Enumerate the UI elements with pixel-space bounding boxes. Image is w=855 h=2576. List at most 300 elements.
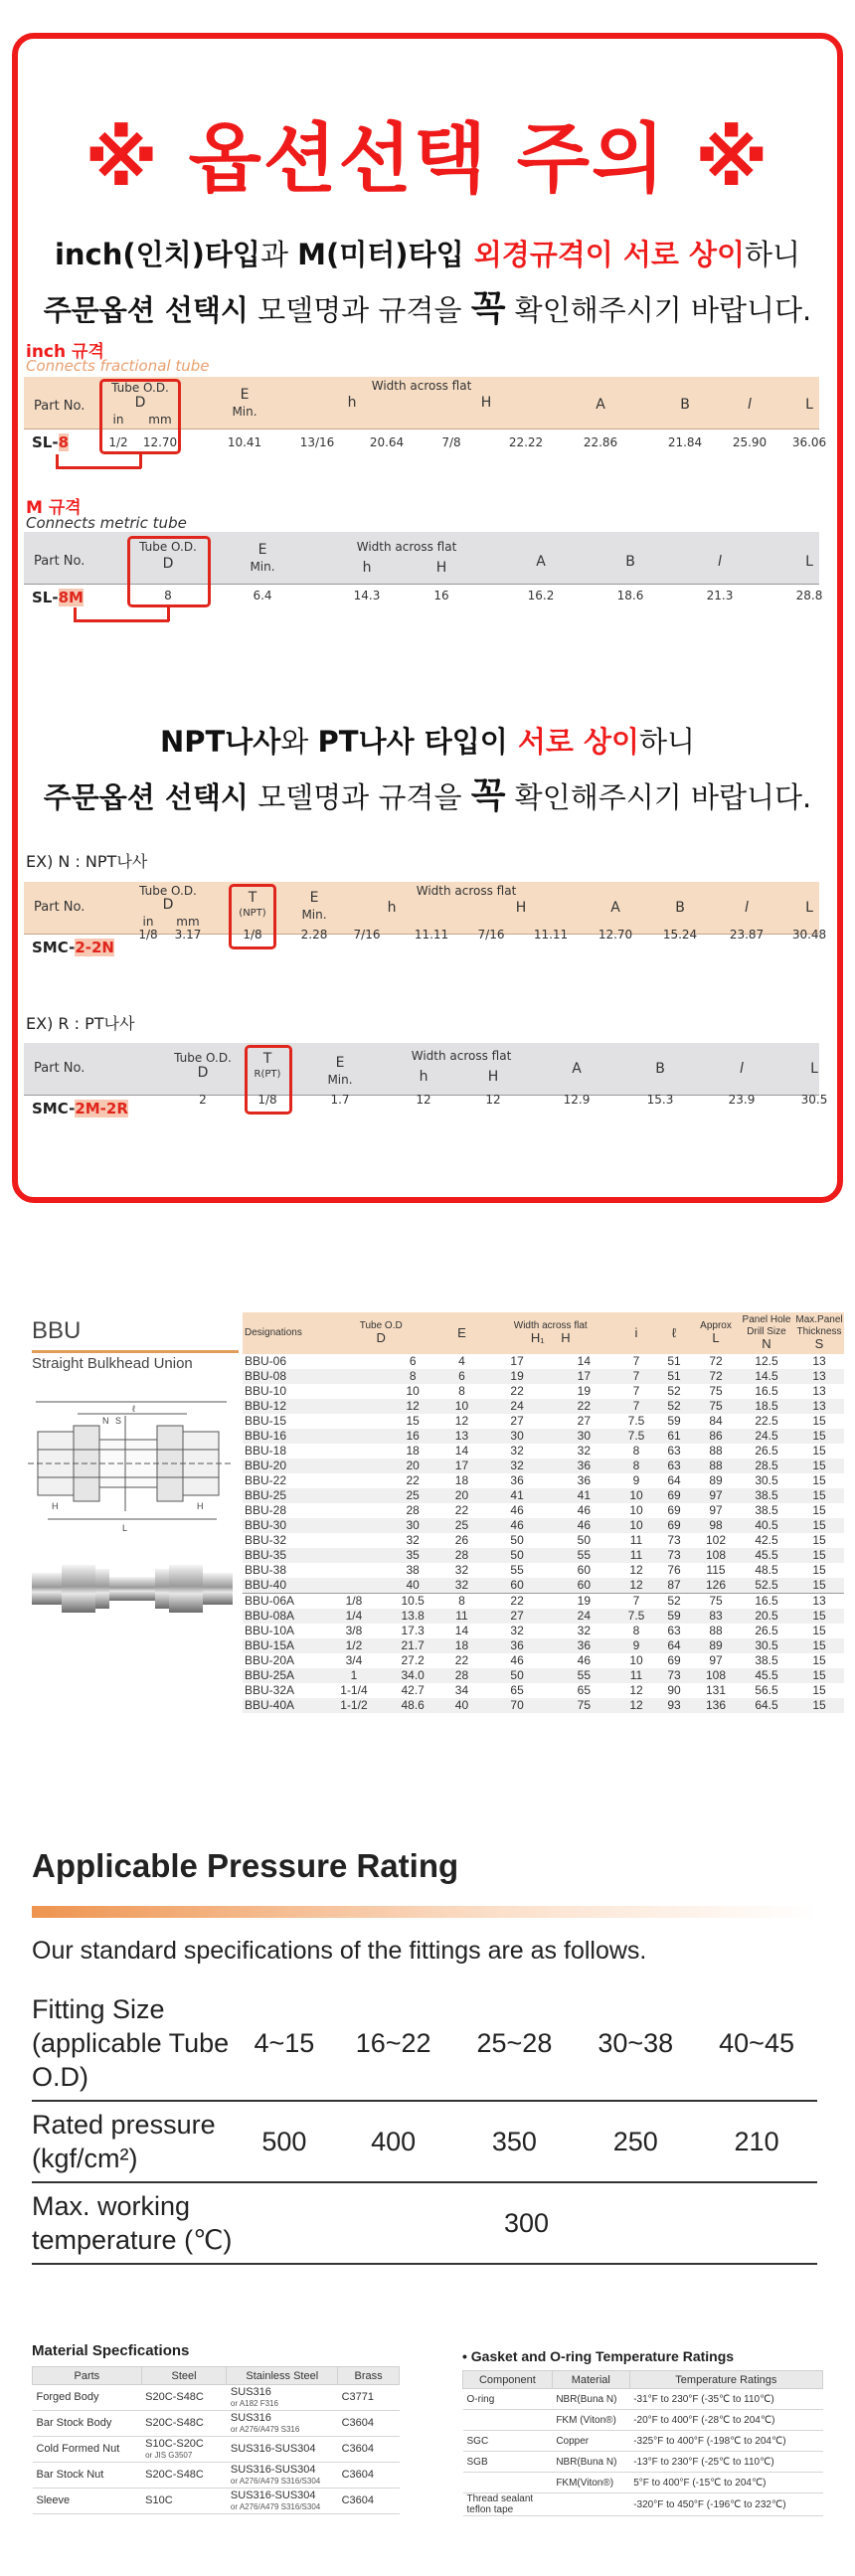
m-od-highlight: [127, 536, 211, 607]
table-cell: 26.5: [755, 1624, 778, 1637]
table-cell: [322, 1563, 386, 1578]
table-cell: BBU-20: [243, 1459, 322, 1473]
table-cell: 15: [812, 1414, 826, 1428]
table-cell: 61: [655, 1429, 693, 1444]
table-cell: BBU-16: [243, 1429, 322, 1444]
table-cell: BBU-35: [243, 1548, 322, 1563]
table-cell: 27: [577, 1414, 592, 1428]
table-cell: 6: [409, 1354, 417, 1368]
table-cell: 7.5: [627, 1414, 645, 1428]
table-cell: [322, 1354, 386, 1369]
table-cell: 12: [386, 1399, 440, 1414]
table-cell: 70: [483, 1698, 550, 1713]
table-row: [243, 1653, 844, 1668]
table-cell: 55: [551, 1548, 617, 1563]
table-cell: BBU-18: [245, 1444, 287, 1458]
table-cell: 30: [483, 1429, 550, 1444]
table-cell: 34.0: [386, 1668, 440, 1683]
table-cell: 20.5: [739, 1609, 794, 1624]
table-cell: [322, 1444, 386, 1459]
table-row: [243, 1399, 844, 1414]
table-cell: FKM(Viton®): [552, 2473, 629, 2493]
table-cell: 15: [794, 1459, 844, 1473]
table-cell: 14.5: [739, 1369, 794, 1384]
table-row: [243, 1683, 844, 1698]
table-cell: Cold Formed Nut: [33, 2437, 142, 2463]
table-cell: 97: [709, 1503, 723, 1517]
table-cell: 75: [693, 1594, 739, 1610]
table-cell: SGB: [463, 2452, 553, 2473]
table-cell: BBU-38: [245, 1563, 287, 1577]
npt-label: EX) N : NPT나사: [26, 852, 148, 871]
table-cell: 59: [655, 1609, 693, 1624]
table-cell: 14: [577, 1354, 592, 1368]
table-cell: 89: [693, 1638, 739, 1653]
table-cell: O-ring: [463, 2389, 553, 2410]
table-cell: 26: [454, 1533, 469, 1547]
table-cell: Bar Stock Body: [33, 2411, 142, 2437]
table-cell: -325°F to 400°F (-198℃ to 204℃): [629, 2431, 822, 2452]
table-cell: [552, 2493, 629, 2516]
table-cell: 25: [386, 1488, 440, 1503]
table-cell: 7: [632, 1354, 640, 1368]
table-cell: 1-1/4: [340, 1683, 368, 1697]
table-cell: BBU-08: [243, 1369, 322, 1384]
warning-line-1: inch(인치)타입과 M(미터)타입 외경규격이 서로 상이하니: [54, 238, 801, 271]
bbu-dimension-table: [243, 1312, 844, 1713]
table-cell: 7: [617, 1594, 655, 1610]
table-cell: 69: [667, 1503, 681, 1517]
table-cell: 30: [386, 1518, 440, 1533]
table-cell: 50: [483, 1548, 550, 1563]
table-cell: [322, 1578, 386, 1594]
table-cell: 1: [322, 1668, 386, 1683]
table-cell: 10: [629, 1653, 643, 1667]
table-cell: 36: [483, 1638, 550, 1653]
table-row: [243, 1429, 844, 1444]
table-cell: 7.5: [617, 1609, 655, 1624]
table-cell: [322, 1548, 386, 1563]
table-cell: Copper: [552, 2431, 629, 2452]
npt-part-number: SMC-2-2N: [32, 939, 114, 956]
table-cell: 52.5: [739, 1578, 794, 1594]
table-cell: 17.3: [401, 1624, 425, 1637]
pt-spec-table: Part No. Tube O.D. D T R(PT) E Min. Width across flat h H A B l L SMC-2M-2R 2 1/8 1.7 12 12 12.9 15.3 23.9 30.5: [24, 1043, 819, 1124]
table-cell: 28: [439, 1668, 483, 1683]
table-cell: 40: [386, 1578, 440, 1594]
table-cell: 11: [617, 1668, 655, 1683]
table-cell: S10C: [141, 2489, 227, 2514]
table-cell: 13: [794, 1399, 844, 1414]
table-cell: 89: [709, 1473, 723, 1487]
table-row: [33, 2437, 400, 2463]
table-cell: [463, 2473, 553, 2493]
table-row: [243, 1503, 844, 1518]
table-cell: 12.5: [755, 1354, 778, 1368]
table-cell: 16.5: [739, 1594, 794, 1610]
table-cell: 51: [655, 1369, 693, 1384]
table-cell: S20C-S48C: [141, 2463, 227, 2489]
table-cell: 11: [439, 1609, 483, 1624]
table-row: [243, 1369, 844, 1384]
table-cell: 15: [794, 1638, 844, 1653]
pressure-table: [32, 1986, 817, 2265]
table-row: [243, 1414, 844, 1429]
table-row: [33, 2385, 400, 2411]
table-cell: 108: [693, 1548, 739, 1563]
table-cell: 8: [632, 1624, 640, 1637]
table-row: [463, 2493, 823, 2516]
th-e: E: [439, 1312, 483, 1354]
table-cell: 15: [812, 1533, 826, 1547]
table-cell: 64: [667, 1473, 681, 1487]
table-cell: 65: [510, 1683, 524, 1697]
table-row: [33, 2489, 400, 2514]
table-cell: 3/4: [345, 1653, 363, 1667]
table-cell: 40: [439, 1698, 483, 1713]
table-cell: NBR(Buna N): [552, 2452, 629, 2473]
table-cell: 73: [655, 1668, 693, 1683]
table-row: [243, 1473, 844, 1488]
table-cell: FKM (Viton®): [552, 2410, 629, 2431]
table-cell: 28.5: [739, 1459, 794, 1473]
table-cell: 19: [551, 1594, 617, 1610]
table-cell: 13.8: [386, 1609, 440, 1624]
table-cell: C3604: [338, 2489, 400, 2514]
table-cell: BBU-06: [245, 1354, 287, 1368]
table-cell: 73: [655, 1548, 693, 1563]
table-cell: 48.5: [755, 1563, 778, 1577]
bbu-title: BBU: [32, 1317, 82, 1344]
table-cell: S20C-S48C: [141, 2411, 227, 2437]
table-cell: -20°F to 400°F (-28℃ to 204℃): [629, 2410, 822, 2431]
table-cell: 38.5: [755, 1653, 778, 1667]
table-cell: 46: [577, 1503, 592, 1517]
warning-line-3: NPT나사와 PT나사 타입이 서로 상이하니: [159, 725, 696, 759]
table-cell: 18: [406, 1444, 420, 1458]
table-cell: 15: [812, 1503, 826, 1517]
pt-label: EX) R : PT나사: [26, 1014, 135, 1033]
inch-part-number: SL-8: [32, 433, 70, 451]
table-cell: BBU-15: [245, 1414, 287, 1428]
table-cell: Thread sealant teflon tape: [463, 2493, 553, 2516]
table-cell: 5°F to 400°F (-15℃ to 204℃): [629, 2473, 822, 2493]
table-cell: [322, 1384, 386, 1399]
table-cell: 13: [812, 1384, 826, 1398]
table-row: [33, 2411, 400, 2437]
table-cell: 15: [812, 1473, 826, 1487]
table-cell: 13: [812, 1354, 826, 1368]
table-row: [243, 1594, 844, 1610]
table-cell: 8: [458, 1384, 465, 1398]
pressure-row-temp: Max. working temperature (℃) 300: [32, 2182, 817, 2264]
table-cell: 15: [794, 1668, 844, 1683]
table-cell: NBR(Buna N): [552, 2389, 629, 2410]
table-cell: 7: [617, 1399, 655, 1414]
table-cell: 40.5: [739, 1518, 794, 1533]
table-cell: 30: [551, 1429, 617, 1444]
table-cell: 32: [510, 1444, 524, 1458]
table-cell: 15: [794, 1578, 844, 1594]
table-cell: [322, 1459, 386, 1473]
table-cell: BBU-32A: [245, 1683, 295, 1697]
table-cell: 8: [439, 1594, 483, 1610]
table-row: [243, 1548, 844, 1563]
table-cell: [322, 1473, 386, 1488]
table-cell: 15: [812, 1563, 826, 1577]
table-cell: 131: [705, 1683, 727, 1697]
bbu-table-header: [243, 1312, 844, 1354]
table-cell: 16: [386, 1429, 440, 1444]
table-cell: 27: [510, 1414, 524, 1428]
table-cell: 63: [667, 1624, 681, 1637]
table-cell: 36: [551, 1459, 617, 1473]
table-cell: 75: [709, 1384, 723, 1398]
table-cell: 36: [551, 1638, 617, 1653]
warning-title: ※ 옵션선택 주의 ※: [85, 114, 770, 203]
table-cell: 97: [709, 1653, 723, 1667]
table-cell: 18: [454, 1473, 469, 1487]
table-row: [33, 2463, 400, 2489]
gasket-title: • Gasket and O-ring Temperature Ratings: [462, 2348, 735, 2364]
table-cell: 1-1/2: [322, 1698, 386, 1713]
table-cell: Sleeve: [33, 2489, 142, 2514]
table-cell: BBU-40: [243, 1578, 322, 1594]
table-cell: 50: [577, 1533, 592, 1547]
inch-od-highlight: [99, 379, 181, 454]
table-cell: 73: [667, 1533, 681, 1547]
table-cell: -31°F to 230°F (-35℃ to 110℃): [629, 2389, 822, 2410]
m-label: M 규격: [26, 498, 82, 518]
th-approx: Approx L: [693, 1312, 739, 1354]
npt-spec-table: Part No. Tube O.D. D in mm T (NPT) E Min. Width across flat h H A B l L SMC-2-2N 1/8 3.17 1/8 2.28 7/16 11.11 7/16 11.11 12.70 15.24 23.87 30.48: [24, 882, 819, 963]
table-cell: 86: [693, 1429, 739, 1444]
table-cell: 12: [617, 1578, 655, 1594]
table-row: [463, 2473, 823, 2493]
table-cell: 17: [551, 1369, 617, 1384]
table-cell: 22: [551, 1399, 617, 1414]
pressure-divider: [32, 1906, 817, 1918]
table-cell: 38.5: [739, 1488, 794, 1503]
table-cell: 46: [577, 1653, 592, 1667]
pt-thread-highlight: [245, 1045, 292, 1115]
pressure-row-rated: Rated pressure (kgf/cm²) 500 400 350 250 210: [32, 2101, 817, 2182]
drawing-label-n: N: [102, 1416, 109, 1426]
table-cell: 10: [617, 1518, 655, 1533]
table-cell: 36: [577, 1473, 592, 1487]
table-cell: 15: [812, 1683, 826, 1697]
table-cell: 55: [510, 1563, 524, 1577]
table-cell: 12: [454, 1414, 469, 1428]
bbu-underline: [32, 1350, 239, 1353]
table-cell: 50: [510, 1533, 524, 1547]
table-cell: 93: [655, 1698, 693, 1713]
table-row: [243, 1533, 844, 1548]
table-cell: 35: [386, 1548, 440, 1563]
inch-label: inch 규격: [26, 342, 104, 362]
table-row: [243, 1609, 844, 1624]
table-cell: BBU-15A: [243, 1638, 322, 1653]
table-cell: SUS316-SUS304 or A276/A479 S316/S304: [227, 2489, 338, 2514]
table-cell: 15: [794, 1429, 844, 1444]
table-cell: 88: [709, 1444, 723, 1458]
table-cell: 46: [551, 1518, 617, 1533]
table-cell: BBU-28: [245, 1503, 287, 1517]
table-cell: 36: [510, 1473, 524, 1487]
table-cell: 32: [577, 1624, 592, 1637]
table-cell: 69: [655, 1488, 693, 1503]
gasket-table: Component Material Temperature Ratings O-ring NBR(Buna N) -31°F to 230°F (-35℃ to 110℃) FKM (Viton®) -20°F to 400°F (-28℃ to 204℃) SGC Copper -325°F to 400°F (-198℃ to 204℃) SGB NBR(Buna N) -13°F to 230°F (-25℃ to 110℃) FKM(Viton®) 5°F to 400°F (-15℃ to 204℃) Thread sealant teflon tape -320°F to 450°F (-196℃ to 232℃): [462, 2370, 823, 2516]
table-cell: 1/4: [322, 1609, 386, 1624]
table-cell: 108: [693, 1668, 739, 1683]
table-cell: [322, 1429, 386, 1444]
npt-thread-highlight: [229, 884, 276, 949]
table-cell: 19: [577, 1384, 592, 1398]
table-cell: 13: [794, 1369, 844, 1384]
table-cell: 25: [439, 1518, 483, 1533]
th-waf: Width across flat H₁ H: [483, 1312, 617, 1354]
table-cell: 72: [693, 1369, 739, 1384]
table-cell: 13: [439, 1429, 483, 1444]
table-cell: 52: [655, 1594, 693, 1610]
table-cell: 12: [617, 1698, 655, 1713]
table-cell: 15: [794, 1548, 844, 1563]
table-cell: 60: [483, 1578, 550, 1594]
table-row: [463, 2410, 823, 2431]
pressure-title: Applicable Pressure Rating: [32, 1847, 459, 1884]
table-cell: 22: [483, 1594, 550, 1610]
table-cell: 10: [617, 1488, 655, 1503]
table-row: [243, 1624, 844, 1638]
table-cell: 15: [794, 1609, 844, 1624]
table-cell: 38: [406, 1563, 420, 1577]
table-row: [243, 1459, 844, 1473]
table-cell: 87: [655, 1578, 693, 1594]
table-row: [243, 1698, 844, 1713]
table-cell: 55: [551, 1668, 617, 1683]
table-cell: 19: [483, 1369, 550, 1384]
drawing-label-L: L: [122, 1523, 128, 1533]
table-cell: 97: [693, 1488, 739, 1503]
table-cell: C3604: [338, 2463, 400, 2489]
table-cell: 50: [483, 1668, 550, 1683]
table-cell: [322, 1414, 386, 1429]
table-cell: BBU-20A: [245, 1653, 295, 1667]
m-spec-table: Part No. Tube O.D. D E Min. Width across flat h H A B l L SL-8M 8 6.4 14.3 16 16.2 18.6 21.3 28.8: [24, 532, 819, 613]
table-cell: 64.5: [739, 1698, 794, 1713]
table-cell: 32: [510, 1624, 524, 1637]
th-l: ℓ: [655, 1312, 693, 1354]
table-cell: 9: [617, 1638, 655, 1653]
bbu-subtitle: Straight Bulkhead Union: [32, 1355, 193, 1372]
table-row: [243, 1384, 844, 1399]
drawing-label-h1: H: [197, 1501, 204, 1511]
table-cell: SGC: [463, 2431, 553, 2452]
m-part-number: SL-8M: [32, 589, 84, 606]
table-cell: SUS316-SUS304 or A276/A479 S316/S304: [227, 2463, 338, 2489]
th-tube: Tube O.D D: [322, 1312, 439, 1354]
pressure-subtitle: Our standard specifications of the fittings are as follows.: [32, 1937, 647, 1965]
table-cell: 34: [454, 1683, 469, 1697]
table-cell: BBU-40A: [243, 1698, 322, 1713]
warning-line-2: 주문옵션 선택시 모델명과 규격을 꼭 확인해주시기 바랍니다.: [43, 288, 812, 329]
table-row: [463, 2389, 823, 2410]
table-cell: 11: [617, 1548, 655, 1563]
table-cell: 15: [812, 1653, 826, 1667]
table-cell: SUS316 or A276/A479 S316: [227, 2411, 338, 2437]
table-cell: 28: [406, 1503, 420, 1517]
table-cell: [322, 1518, 386, 1533]
table-cell: 17: [510, 1354, 524, 1368]
bbu-drawing: [28, 1392, 239, 1541]
table-cell: 17: [439, 1459, 483, 1473]
table-cell: 10: [406, 1384, 420, 1398]
table-cell: 42.7: [401, 1683, 425, 1697]
table-cell: C3604: [338, 2437, 400, 2463]
table-cell: C3604: [338, 2411, 400, 2437]
table-cell: 24: [483, 1399, 550, 1414]
table-cell: 60: [551, 1578, 617, 1594]
table-cell: 69: [655, 1518, 693, 1533]
table-cell: 27.2: [401, 1653, 425, 1667]
option-warning-card: [12, 33, 843, 1203]
table-row: [243, 1444, 844, 1459]
table-cell: 12: [629, 1683, 643, 1697]
table-cell: S20C-S48C: [141, 2385, 227, 2411]
inch-spec-table: Part No. Tube O.D. D in mm E Min. Width across flat h H A B l L SL-8 1/2 12.70 10.41 13/16 20.64 7/8 22.22 22.86 21.84 25.90 36.06: [24, 377, 819, 458]
table-row: [243, 1518, 844, 1533]
table-cell: 75: [693, 1399, 739, 1414]
table-cell: 59: [667, 1414, 681, 1428]
table-cell: BBU-08A: [243, 1609, 322, 1624]
table-cell: 3/8: [345, 1624, 363, 1637]
table-cell: BBU-10A: [245, 1624, 295, 1637]
table-cell: Bar Stock Nut: [33, 2463, 142, 2489]
table-cell: 52: [667, 1384, 681, 1398]
table-cell: 30.5: [755, 1473, 778, 1487]
table-cell: 28: [439, 1548, 483, 1563]
table-cell: 10: [629, 1503, 643, 1517]
table-cell: [322, 1488, 386, 1503]
table-cell: 10: [439, 1399, 483, 1414]
table-cell: 72: [709, 1354, 723, 1368]
table-cell: 76: [667, 1563, 681, 1577]
table-cell: 32: [454, 1563, 469, 1577]
table-cell: S10C-S20C or JIS G3507: [141, 2437, 227, 2463]
table-cell: [322, 1533, 386, 1548]
table-cell: 10.5: [386, 1594, 440, 1610]
bbu-product-photo: [28, 1551, 239, 1626]
table-cell: 4: [458, 1354, 465, 1368]
table-cell: 6: [439, 1369, 483, 1384]
table-cell: 38.5: [755, 1503, 778, 1517]
table-cell: BBU-22: [245, 1473, 287, 1487]
table-cell: 8: [632, 1444, 640, 1458]
table-cell: BBU-32: [245, 1533, 287, 1547]
table-cell: 22: [406, 1473, 420, 1487]
table-cell: -320°F to 450°F (-196℃ to 232℃): [629, 2493, 822, 2516]
table-cell: 12: [629, 1563, 643, 1577]
inch-sub: Connects fractional tube: [26, 357, 210, 375]
table-cell: 46: [483, 1518, 550, 1533]
table-cell: BBU-25: [243, 1488, 322, 1503]
table-cell: 1/2: [322, 1638, 386, 1653]
table-cell: 32: [406, 1533, 420, 1547]
table-cell: 20: [439, 1488, 483, 1503]
table-cell: 64: [655, 1638, 693, 1653]
table-cell: [322, 1369, 386, 1384]
table-cell: 15: [406, 1414, 420, 1428]
